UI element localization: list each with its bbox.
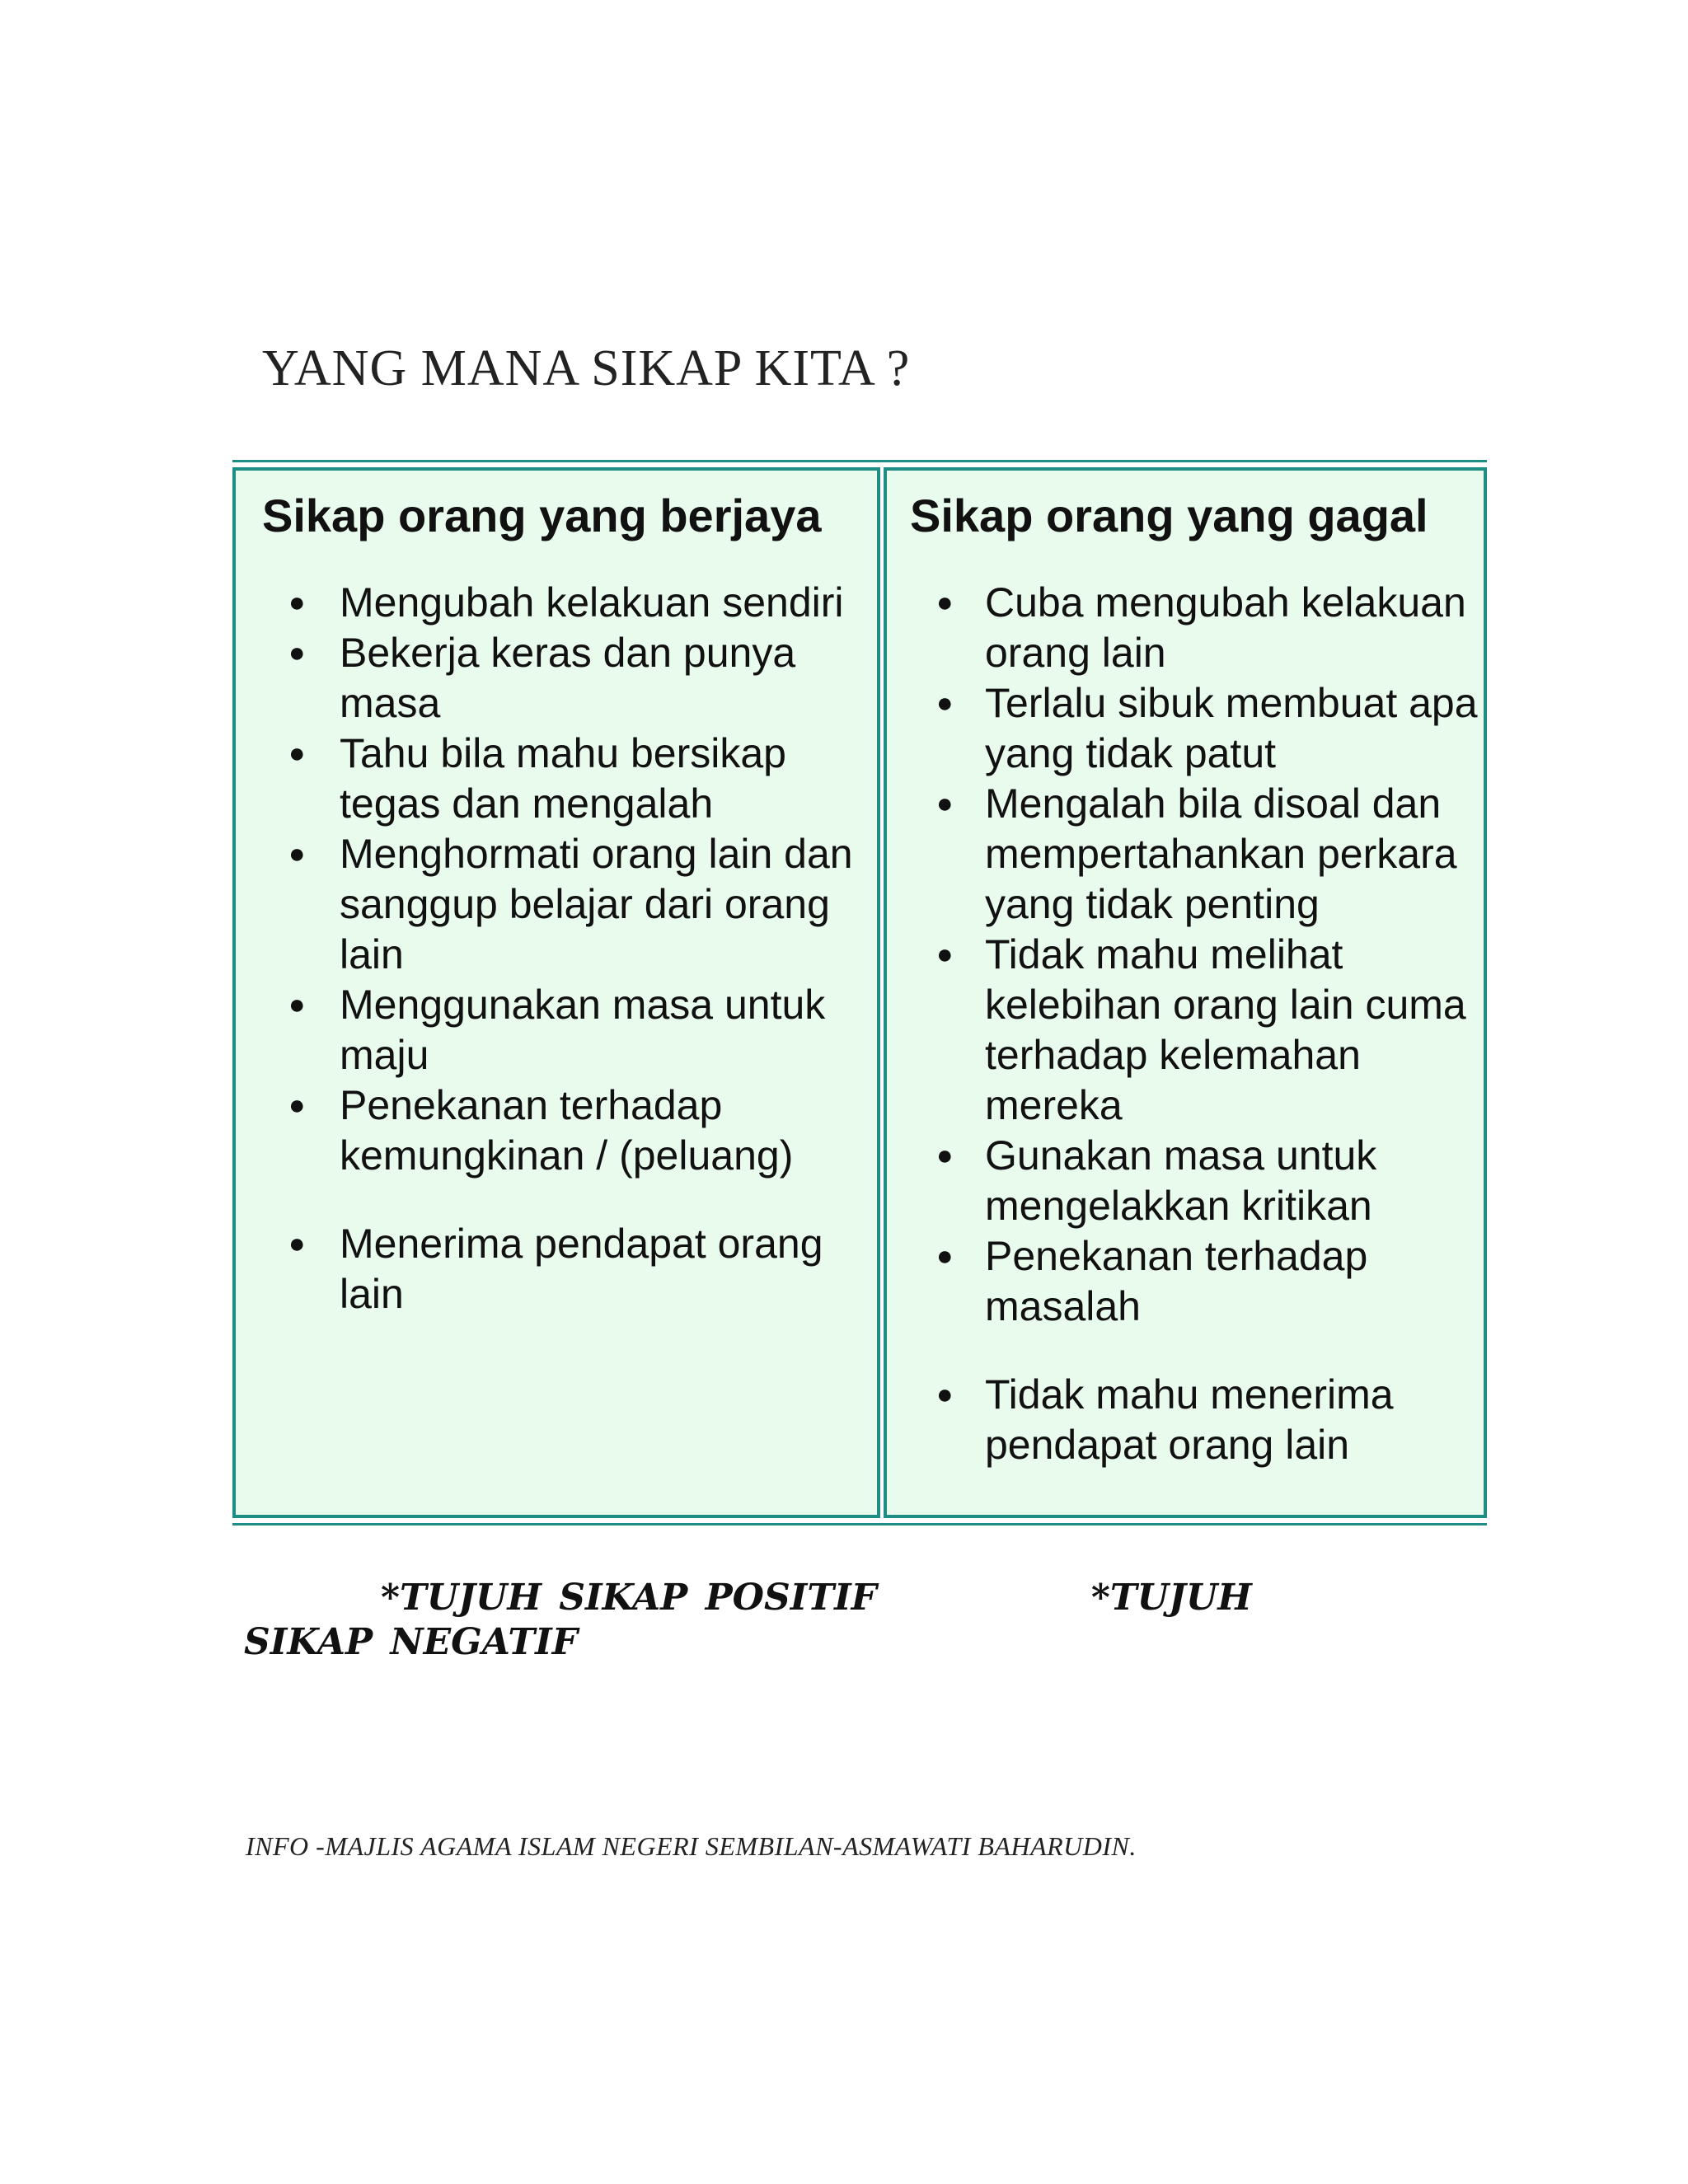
- source-credit: INFO -MAJLIS AGAMA ISLAM NEGERI SEMBILAN-ASMAWATI BAHARUDIN.: [246, 1831, 1137, 1861]
- success-column: [232, 467, 880, 1518]
- bullet-icon: ●: [936, 1240, 954, 1272]
- caption: [244, 1576, 1332, 1665]
- bullet-icon: ●: [936, 587, 954, 618]
- list-item: ● Menerima pendapat orang lain: [288, 1221, 823, 1317]
- success-list: [236, 578, 877, 1319]
- list-item: ● Mengalah bila disoal dan mempertahankan perkara yang tidak penting: [936, 780, 1457, 927]
- bullet-icon: ●: [288, 738, 306, 769]
- list-item: ● Mengubah kelakuan sendiri: [236, 578, 877, 628]
- bullet-icon: ●: [936, 788, 954, 819]
- list-item: ● Cuba mengubah kelakuan orang lain: [936, 579, 1466, 676]
- success-column-header: Sikap orang yang berjaya: [262, 490, 822, 541]
- list-item: ● Bekerja keras dan punya masa: [288, 630, 796, 726]
- comparison-table: [232, 460, 1487, 1526]
- bullet-icon: ●: [288, 989, 306, 1020]
- list-item: ● Menggunakan masa untuk maju: [288, 982, 826, 1078]
- bullet-icon: ●: [936, 1379, 954, 1410]
- list-item: ● Tahu bila mahu bersikap tegas dan mengalah: [288, 730, 786, 827]
- bullet-icon: ●: [288, 838, 306, 869]
- negative-caption: *TUJUH SIKAP NEGATIF: [244, 1577, 1252, 1663]
- bullet-icon: ●: [288, 587, 306, 618]
- bullet-icon: ●: [288, 1228, 306, 1259]
- page-title: YANG MANA SIKAP KITA ?: [262, 340, 911, 396]
- list-item: ● Tidak mahu melihat kelebihan orang lain cuma terhadap kelemahan mereka: [936, 931, 1466, 1128]
- bullet-icon: ●: [936, 687, 954, 719]
- list-item: ● Terlalu sibuk membuat apa yang tidak patut: [936, 680, 1478, 776]
- list-item: ● Penekanan terhadap kemungkinan / (peluang): [288, 1082, 794, 1179]
- failure-column: [884, 467, 1487, 1518]
- failure-column-header: Sikap orang yang gagal: [910, 490, 1428, 541]
- list-item: ● Penekanan terhadap masalah: [936, 1233, 1368, 1329]
- bullet-icon: ●: [288, 637, 306, 668]
- failure-list: [887, 578, 1484, 1470]
- bullet-icon: ●: [288, 1090, 306, 1121]
- positive-caption: *TUJUH SIKAP POSITIF: [381, 1577, 877, 1619]
- bullet-icon: ●: [936, 939, 954, 970]
- bullet-icon: ●: [936, 1140, 954, 1171]
- list-item: ● Gunakan masa untuk mengelakkan kritikan: [936, 1132, 1377, 1229]
- list-item: ● Tidak mahu menerima pendapat orang lain: [936, 1371, 1394, 1468]
- list-item: ● Menghormati orang lain dan sanggup belajar dari orang lain: [288, 831, 853, 977]
